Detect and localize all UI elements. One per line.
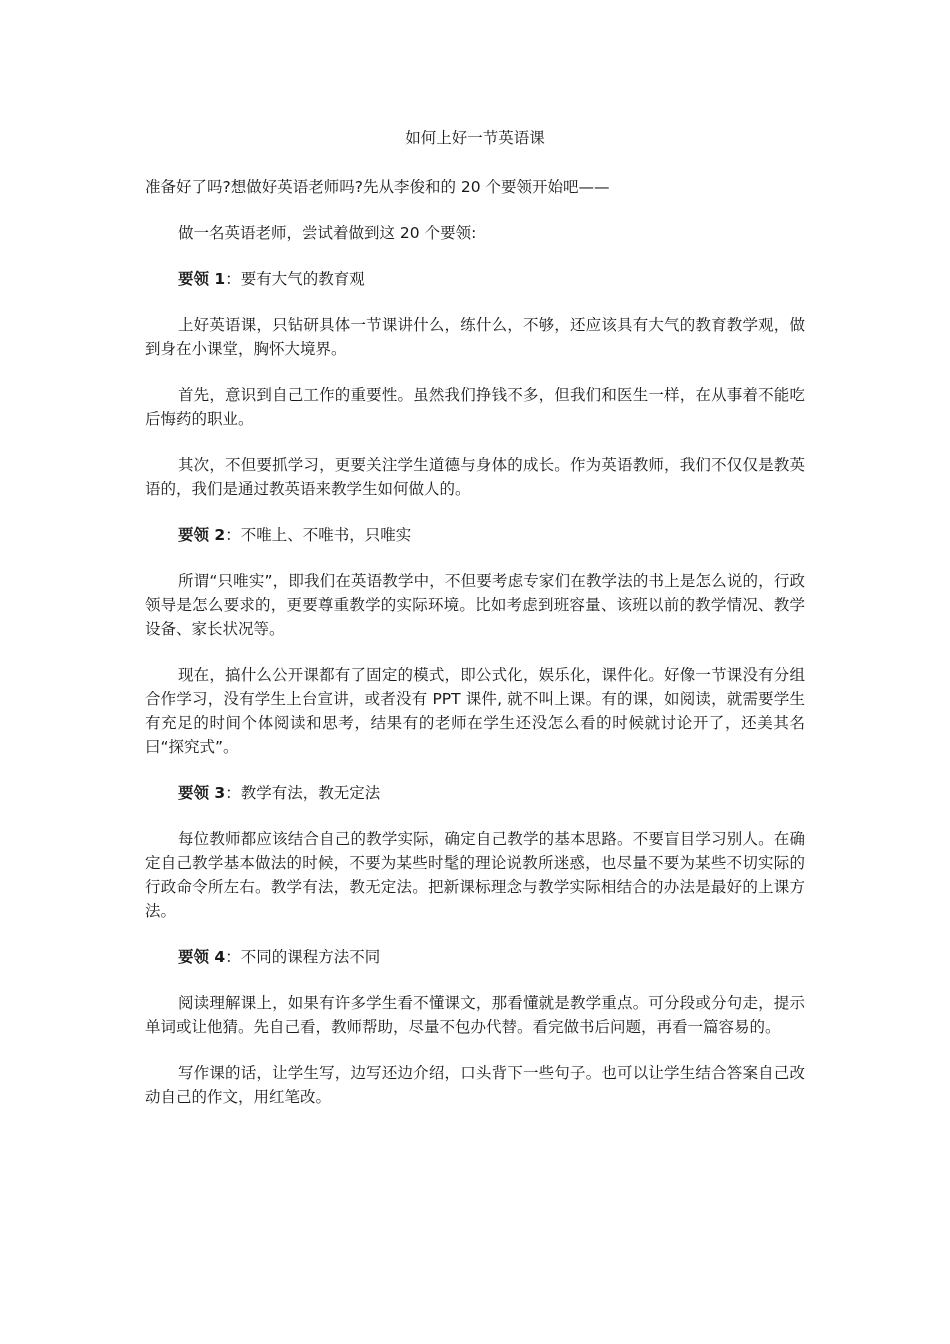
body-paragraph: 其次，不但要抓学习，更要关注学生道德与身体的成长。作为英语教师，我们不仅仅是教英语的，我们是通过教英语来教学生如何做人的。 — [145, 456, 805, 498]
section-number: 要领 2 — [178, 526, 226, 544]
section-heading — [145, 945, 805, 969]
section-heading — [145, 781, 805, 805]
section-title: ：不唯上、不唯书，只唯实 — [225, 526, 412, 544]
section-number: 要领 4 — [178, 948, 226, 966]
section-heading — [145, 267, 805, 291]
document-title: 如何上好一节英语课 — [405, 129, 545, 147]
section-number: 要领 3 — [178, 784, 226, 802]
section-title: ：教学有法，教无定法 — [225, 784, 381, 802]
body-paragraph: 现在，搞什么公开课都有了固定的模式，即公式化，娱乐化，课件化。好像一节课没有分组合作学习，没有学生上台宣讲，或者没有 PPT 课件, 就不叫上课。有的课，如阅读，就需要学生有充足的时间个体阅读和思考，结果有的老师在学生还没怎么看的时候就讨论开了，还美其名曰“探究式”。 — [145, 666, 805, 756]
body-paragraph: 上好英语课，只钻研具体一节课讲什么，练什么，不够，还应该具有大气的教育教学观，做到身在小课堂，胸怀大境界。 — [145, 316, 805, 358]
body-paragraph: 首先，意识到自己工作的重要性。虽然我们挣钱不多，但我们和医生一样，在从事着不能吃后悔药的职业。 — [145, 386, 805, 428]
section-number: 要领 1 — [178, 270, 226, 288]
body-paragraph: 阅读理解课上，如果有许多学生看不懂课文，那看懂就是教学重点。可分段或分句走，提示单词或让他猜。先自己看，教师帮助，尽量不包办代替。看完做书后问题，再看一篇容易的。 — [145, 994, 805, 1036]
body-paragraph: 每位教师都应该结合自己的教学实际，确定自己教学的基本思路。不要盲目学习别人。在确定自己教学基本做法的时候，不要为某些时髦的理论说教所迷惑，也尽量不要为某些不切实际的行政命令所左右。教学有法，教无定法。把新课标理念与教学实际相结合的办法是最好的上课方法。 — [145, 830, 805, 920]
section-title: ：不同的课程方法不同 — [225, 948, 381, 966]
section-heading — [145, 523, 805, 547]
body-paragraph: 所谓“只唯实”，即我们在英语教学中，不但要考虑专家们在教学法的书上是怎么说的，行政领导是怎么要求的，更要尊重教学的实际环境。比如考虑到班容量、该班以前的教学情况、教学设备、家长状况等。 — [145, 572, 805, 638]
section-title: ：要有大气的教育观 — [225, 270, 365, 288]
intro-paragraph: 准备好了吗?想做好英语老师吗?先从李俊和的 20 个要领开始吧—— — [145, 178, 610, 196]
body-paragraph: 写作课的话，让学生写，边写还边介绍，口头背下一些句子。也可以让学生结合答案自己改动自己的作文，用红笔改。 — [145, 1064, 805, 1106]
lead-paragraph: 做一名英语老师，尝试着做到这 20 个要领: — [178, 224, 477, 242]
document-body — [145, 126, 805, 1131]
